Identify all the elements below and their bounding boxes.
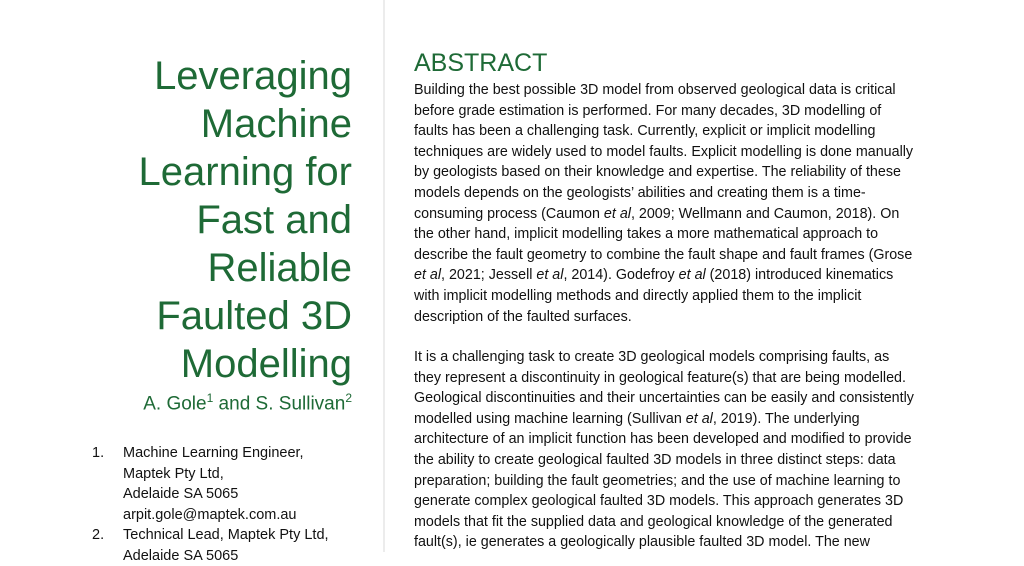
paper-title: [22, 52, 352, 388]
abstract-heading: ABSTRACT: [414, 49, 547, 78]
text-line: they represent a discontinuity in geological feature(s) that are being modelled.: [414, 368, 974, 389]
affiliation-number: 1.: [92, 443, 104, 464]
affiliation-line: Adelaide SA 5065: [123, 484, 329, 505]
text-line: by geologists based on their knowledge and expertise. The reliability of these: [414, 162, 974, 183]
title-line: Machine: [22, 100, 352, 148]
title-line: Fast and: [22, 196, 352, 244]
author-2: and S. Sullivan: [213, 393, 345, 414]
text-line: before grade estimation is performed. For many decades, 3D modelling of: [414, 101, 974, 122]
text-line: Geological discontinuities and their uncertainties can be easily and consistently: [414, 388, 974, 409]
authors: [143, 391, 352, 415]
affiliation-line: Machine Learning Engineer,: [123, 443, 329, 464]
title-line: Learning for: [22, 148, 352, 196]
text-line: faults has been a challenging task. Currently, explicit or implicit modelling: [414, 121, 974, 142]
text-line: the other hand, implicit modelling takes a more mathematical approach to: [414, 224, 974, 245]
title-line: Leveraging: [22, 52, 352, 100]
affiliation-item: [92, 443, 329, 525]
text-line: describe the fault geometry to combine the fault shape and fault frames (Grose: [414, 245, 974, 266]
abstract-paragraph-1: [414, 80, 974, 327]
affiliation-line: Technical Lead, Maptek Pty Ltd,: [123, 525, 329, 546]
text-line: Building the best possible 3D model from observed geological data is critical: [414, 80, 974, 101]
affiliation-number: 2.: [92, 525, 104, 546]
abstract-paragraph-2: [414, 347, 974, 553]
text-line: with implicit modelling methods and directly applied them to the implicit: [414, 286, 974, 307]
text-line: preparation; building the fault geometries; and the use of machine learning to: [414, 471, 974, 492]
text-line: architecture of an implicit function has been developed and modified to provide: [414, 429, 974, 450]
text-line: the ability to create geological faulted 3D models in three distinct steps: data: [414, 450, 974, 471]
author-1: A. Gole: [143, 393, 206, 414]
affil-ref-1: 1: [207, 391, 214, 405]
text-line: description of the faulted surfaces.: [414, 307, 974, 328]
email-link[interactable]: arpit.gole@maptek.com.au: [123, 505, 329, 526]
text-line: models depends on the geologists’ abilities and creating them is a time-: [414, 183, 974, 204]
text-line: modelled using machine learning (Sullivan et al, 2019). The underlying: [414, 409, 974, 430]
text-line: It is a challenging task to create 3D geological models comprising faults, as: [414, 347, 974, 368]
title-line: Reliable: [22, 244, 352, 292]
title-line: Modelling: [22, 340, 352, 388]
title-line: Faulted 3D: [22, 292, 352, 340]
affiliation-item: [92, 525, 329, 566]
affiliations-list: [92, 443, 329, 566]
text-line: models that fit the supplied data and geological knowledge of the generated: [414, 512, 974, 533]
text-line: generate complex geological faulted 3D models. This approach generates 3D: [414, 491, 974, 512]
affil-ref-2: 2: [345, 391, 352, 405]
text-line: techniques are widely used to model faults. Explicit modelling is done manually: [414, 142, 974, 163]
text-line: et al, 2021; Jessell et al, 2014). Godefroy et al (2018) introduced kinematics: [414, 265, 974, 286]
affiliation-line: Maptek Pty Ltd,: [123, 464, 329, 485]
affiliation-line: Adelaide SA 5065: [123, 546, 329, 566]
text-line: fault(s), ie generates a geologically plausible faulted 3D model. The new: [414, 532, 974, 553]
text-line: consuming process (Caumon et al, 2009; Wellmann and Caumon, 2018). On: [414, 204, 974, 225]
column-divider: [383, 0, 385, 552]
